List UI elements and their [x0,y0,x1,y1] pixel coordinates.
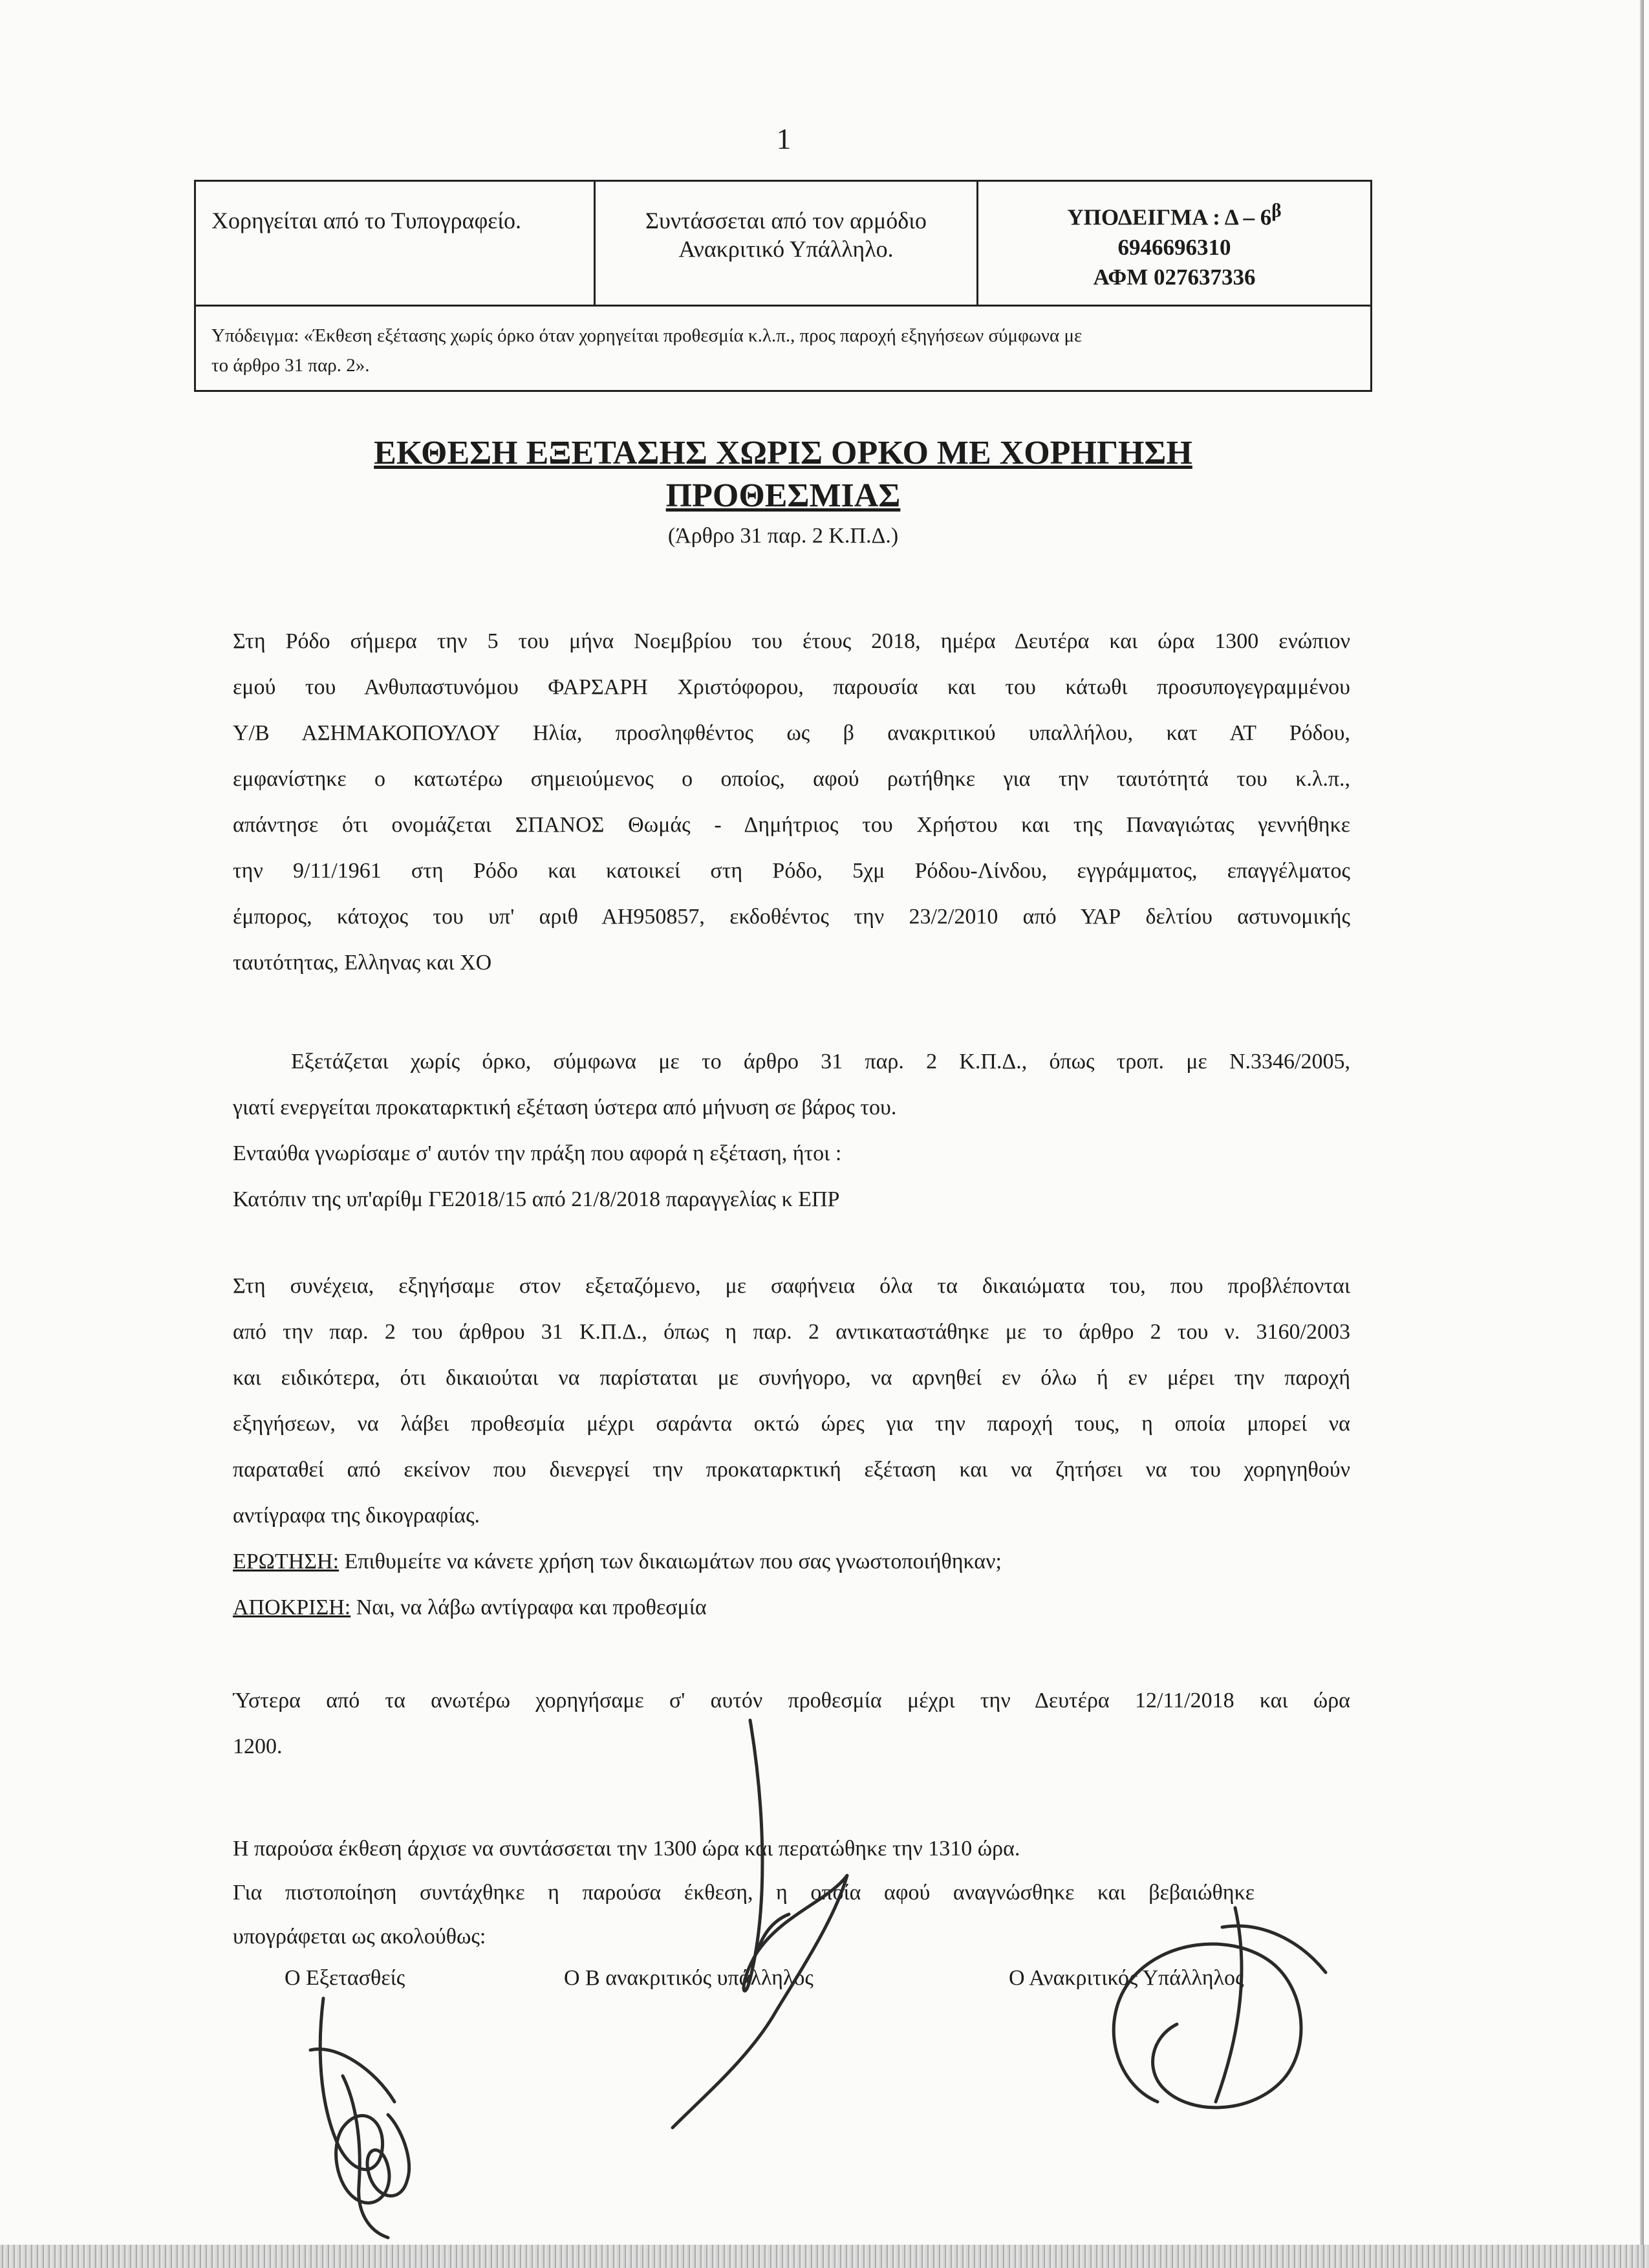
template-code: ΥΠΟΔΕΙΓΜΑ : Δ – $6^\beta$ [1067,200,1282,230]
header-row [196,182,1370,307]
header-printing-text: Χορηγείται από το Τυπογραφείο. [211,208,522,233]
exam-line: Ενταύθα γνωρίσαμε σ' αυτόν την πράξη που αφορά η εξέταση, ήτοι : [233,1141,842,1165]
header-note-line-2: το άρθρο 31 παρ. 2». [211,355,370,376]
header-author-line-2: Ανακριτικό Υπάλληλο. [678,236,894,262]
signature-label-officer: Ο Ανακριτικός Υπάλληλος [1009,1966,1244,1990]
page-number: 1 [776,122,792,155]
closing-line: Η παρούσα έκθεση άρχισε να συντάσσεται την 1300 ώρα και περατώθηκε την 1310 ώρα. [233,1837,1020,1861]
question-text: Επιθυμείτε να κάνετε χρήση των δικαιωμάτων που σας γνωστοποιήθηκαν; [339,1550,1002,1573]
intro-line: έμπορος, κάτοχος του υπ' αριθ ΑΗ950857, εκδοθέντος την 23/2/2010 από ΥΑΡ δελτίου αστυνομικής [233,905,1350,929]
header-note-line-1: Υπόδειγμα: «Έκθεση εξέτασης χωρίς όρκο όταν χορηγείται προθεσμία κ.λ.π., προς παροχή εξηγήσεων σύμφωνα με [211,325,1083,346]
title-line-2: ΠΡΟΘΕΣΜΙΑΣ [665,477,901,514]
signature-officer-icon [1073,1888,1358,2134]
header-table [194,180,1372,392]
exam-line: γιατί ενεργείται προκαταρκτική εξέταση ύστερα από μήνυση σε βάρος του. [233,1096,897,1119]
rights-line: και ειδικότερα, ότι δικαιούται να παρίσταται με συνήγορο, να αρνηθεί εν όλω ή εν μέρει την παροχή [233,1366,1350,1390]
header-author-line-1: Συντάσσεται από τον αρμόδιο [645,208,927,233]
rights-line: παραταθεί από εκείνον που διενεργεί την προκαταρκτική εξέταση και να ζητήσει να του χορηγηθούν [233,1458,1350,1482]
template-code-sup: β [1271,200,1282,221]
document-subtitle: (Άρθρο 31 παρ. 2 Κ.Π.Δ.) [667,524,899,548]
tax-id: ΑΦΜ 027637336 [1093,264,1256,290]
intro-line: ταυτότητας, Ελληνας και ΧΟ [233,951,492,975]
header-cell-template-id [978,182,1370,305]
rights-paragraph [233,1263,1350,1630]
question-line [233,1539,1350,1584]
rights-line: από την παρ. 2 του άρθρου 31 Κ.Π.Δ., όπως η παρ. 2 αντικαταστάθηκε με το άρθρο 2 του ν. 3160/2003 [233,1320,1350,1344]
header-cell-author [596,182,978,305]
intro-paragraph [233,618,1350,986]
answer-label: ΑΠΟΚΡΙΣΗ: [233,1595,351,1619]
rights-line: Στη συνέχεια, εξηγήσαμε στον εξεταζόμενο, με σαφήνεια όλα τα δικαιώματα του, που προβλέπονται [233,1274,1350,1298]
phone-number: 6946696310 [1117,234,1231,260]
header-template-note [196,307,1370,394]
rights-line: αντίγραφα της δικογραφίας. [233,1504,480,1528]
document-title [194,432,1372,517]
exam-paragraph [233,1039,1350,1222]
intro-line: Στη Ρόδο σήμερα την 5 του μήνα Νοεμβρίου του έτους 2018, ημέρα Δευτέρα και ώρα 1300 ενώπιον [233,629,1350,653]
closing-line: υπογράφεται ως ακολούθως: [233,1925,486,1949]
exam-line: Κατόπιν της υπ'αρίθμ ΓΕ2018/15 από 21/8/2018 παραγγελίας κ ΕΠΡ [233,1187,840,1211]
question-label: ΕΡΩΤΗΣΗ: [233,1550,339,1573]
header-cell-printing [196,182,596,305]
signature-b-officer-icon [634,1707,892,2134]
scan-artifact-strip [0,2245,1649,2268]
intro-line: Υ/Β ΑΣΗΜΑΚΟΠΟΥΛΟΥ Ηλία, προσληφθέντος ως β ανακριτικού υπαλλήλου, κατ ΑΤ Ρόδου, [233,721,1350,745]
signature-label-b-officer: Ο Β ανακριτικός υπάλληλος [564,1966,814,1990]
answer-line [233,1584,1350,1630]
intro-line: την 9/11/1961 στη Ρόδο και κατοικεί στη Ρόδο, 5χμ Ρόδου-Λίνδου, εγγράμματος, επαγγέλματος [233,859,1350,883]
intro-line: απάντησε ότι ονομάζεται ΣΠΑΝΟΣ Θωμάς - Δημήτριος του Χρήστου και της Παναγιώτας γεννήθηκε [233,813,1350,837]
intro-line: εμού του Ανθυπαστυνόμου ΦΑΡΣΑΡΗ Χριστόφορου, παρουσία και του κάτωθι προσυπογεγραμμένου [233,675,1350,699]
signature-label-examined: Ο Εξετασθείς [285,1966,405,1990]
closing-line: Για πιστοποίηση συντάχθηκε η παρούσα έκθεση, η οποία αφού αναγνώσθηκε και βεβαιώθηκε [233,1881,1255,1905]
answer-text: Ναι, να λάβω αντίγραφα και προθεσμία [350,1595,707,1619]
deadline-line: 1200. [233,1734,283,1758]
page-edge-shadow [1640,0,1644,2268]
exam-line: Εξετάζεται χωρίς όρκο, σύμφωνα με το άρθρο 31 παρ. 2 Κ.Π.Δ., όπως τροπ. με Ν.3346/2005, [291,1050,1350,1074]
title-line-1: ΕΚΘΕΣΗ ΕΞΕΤΑΣΗΣ ΧΩΡΙΣ ΟΡΚΟ ΜΕ ΧΟΡΗΓΗΣΗ [374,435,1192,471]
signature-examined-icon [297,1972,453,2251]
intro-line: εμφανίστηκε ο κατωτέρω σημειούμενος ο οποίος, αφού ρωτήθηκε για την ταυτότητά του κ.λ.π., [233,767,1350,791]
deadline-line: Ύστερα από τα ανωτέρω χορηγήσαμε σ' αυτόν προθεσμία μέχρι την Δευτέρα 12/11/2018 και ώρα [233,1689,1350,1712]
rights-line: εξηγήσεων, να λάβει προθεσμία μέχρι σαράντα οκτώ ώρες για την παροχή τους, η οποία μπορεί να [233,1412,1350,1436]
